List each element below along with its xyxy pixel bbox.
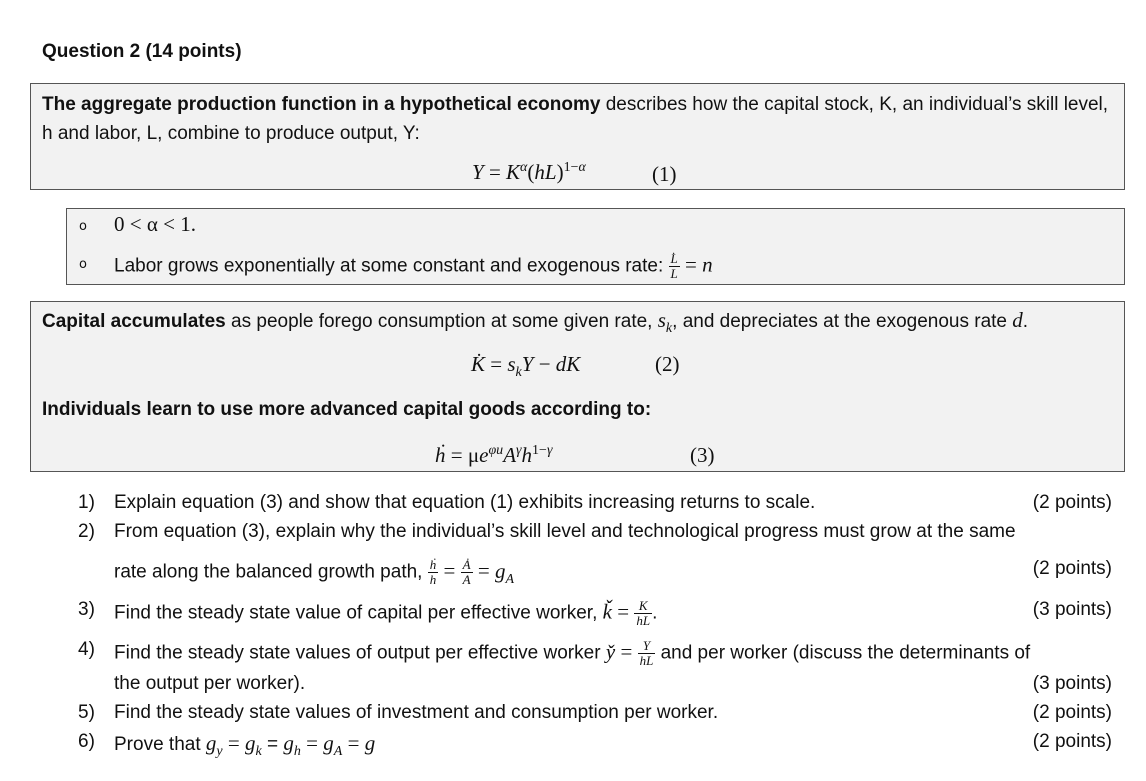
question-4-text-b: and per worker (discuss the determinants of	[660, 642, 1031, 664]
question-4-points: (3 points)	[1032, 673, 1112, 694]
skill-learning-text	[42, 399, 651, 421]
question-1-points: (2 points)	[1032, 492, 1112, 513]
bullet-1: o	[79, 219, 87, 234]
bullet-2: o	[79, 257, 87, 272]
question-5-text: Find the steady state values of investment and consumption per worker.	[114, 702, 719, 723]
question-4-text2: the output per worker).	[114, 673, 306, 694]
question-3-text: Find the steady state value of capital per effective worker,	[114, 602, 598, 624]
production-function-desc: describes how the capital stock, K, an individual’s skill level, h and labor, L, combine to produce output, Y:	[42, 94, 1109, 144]
production-function-bold: The aggregate production function in a hypothetical economy	[42, 94, 601, 115]
production-function-box	[30, 83, 1125, 190]
question-2-line2: rate along the balanced growth path, $\frac{\text{ḣ}}{h}$ = $\frac{Ȧ}{A}$ = $g_A$ (2 points)	[114, 557, 1112, 587]
equation-3: ḣ = $\mu e^{\varphi u}A^\gamma h^{1-\gamma}$	[435, 443, 553, 467]
question-5-number: 5)	[78, 702, 95, 723]
equation-1: $Y = K^\alpha(hL)^{1-\alpha}$	[472, 160, 586, 184]
capital-accumulation-box	[30, 301, 1125, 472]
y-per-effective-fraction: $\frac{Y}{hL}$	[639, 638, 654, 668]
question-3-number: 3)	[78, 599, 95, 620]
question-1-text: Explain equation (3) and show that equation (1) exhibits increasing returns to scale.	[114, 492, 816, 513]
question-6-text: Prove that	[114, 734, 201, 755]
question-2-text: From equation (3), explain why the individual’s skill level and technological progress must grow at the same	[114, 521, 1016, 542]
labor-growth-fraction: $\frac{L̇}{L}$	[670, 251, 678, 281]
question-5-points: (2 points)	[1032, 702, 1112, 723]
k-per-effective-fraction: $\frac{K}{hL}$	[636, 598, 651, 628]
h-growth-fraction: $\frac{\text{ḣ}}{h}$	[429, 557, 437, 587]
equation-1-tag: (1)	[652, 162, 677, 186]
production-function-text	[42, 90, 1112, 148]
question-4-number: 4)	[78, 639, 95, 660]
question-title: Question 2 (14 points)	[42, 41, 242, 62]
capital-accumulation-desc-b: , and depreciates at the exogenous rate	[672, 311, 1013, 332]
question-6-points: (2 points)	[1032, 731, 1112, 752]
question-6-number: 6)	[78, 731, 95, 752]
question-3: 3) Find the steady state value of capital per effective worker, ǩ = $\frac{K}{hL}$ . (3 points)	[78, 598, 1112, 628]
question-4-text: Find the steady state values of output per effective worker	[114, 642, 601, 664]
assumption-labor: Labor grows exponentially at some constant and exogenous rate: $\frac{L̇}{L}$ = n	[114, 251, 713, 281]
assumption-labor-text: Labor grows exponentially at some constant and exogenous rate:	[114, 255, 664, 277]
a-growth-fraction: $\frac{Ȧ}{A}$	[462, 557, 471, 587]
question-1-number: 1)	[78, 492, 95, 513]
equation-2: K̇ = $s_kY$ − dK	[471, 352, 581, 381]
question-2-points: (2 points)	[1032, 558, 1112, 579]
question-4: 4) Find the steady state values of output per effective worker y̌ = $\frac{Y}{hL}$ and per worker (discuss the determinants of	[78, 638, 1031, 668]
question-2-number: 2)	[78, 521, 95, 542]
capital-accumulation-bold: Capital accumulates	[42, 311, 226, 332]
capital-accumulation-text: Capital accumulates as people forego consumption at some given rate, $s_k$, and depreciates at the exogenous rate d.	[42, 308, 1029, 337]
assumptions-box	[66, 208, 1125, 285]
question-2-text2: rate along the balanced growth path,	[114, 561, 423, 583]
assumption-alpha: 0 < α < 1.	[114, 212, 196, 236]
equation-2-tag: (2)	[655, 352, 680, 376]
question-3-points: (3 points)	[1032, 599, 1112, 620]
equation-3-tag: (3)	[690, 443, 715, 467]
capital-accumulation-desc: as people forego consumption at some given rate,	[225, 311, 658, 332]
skill-learning-bold: Individuals learn to use more advanced capital goods according to:	[42, 399, 652, 420]
